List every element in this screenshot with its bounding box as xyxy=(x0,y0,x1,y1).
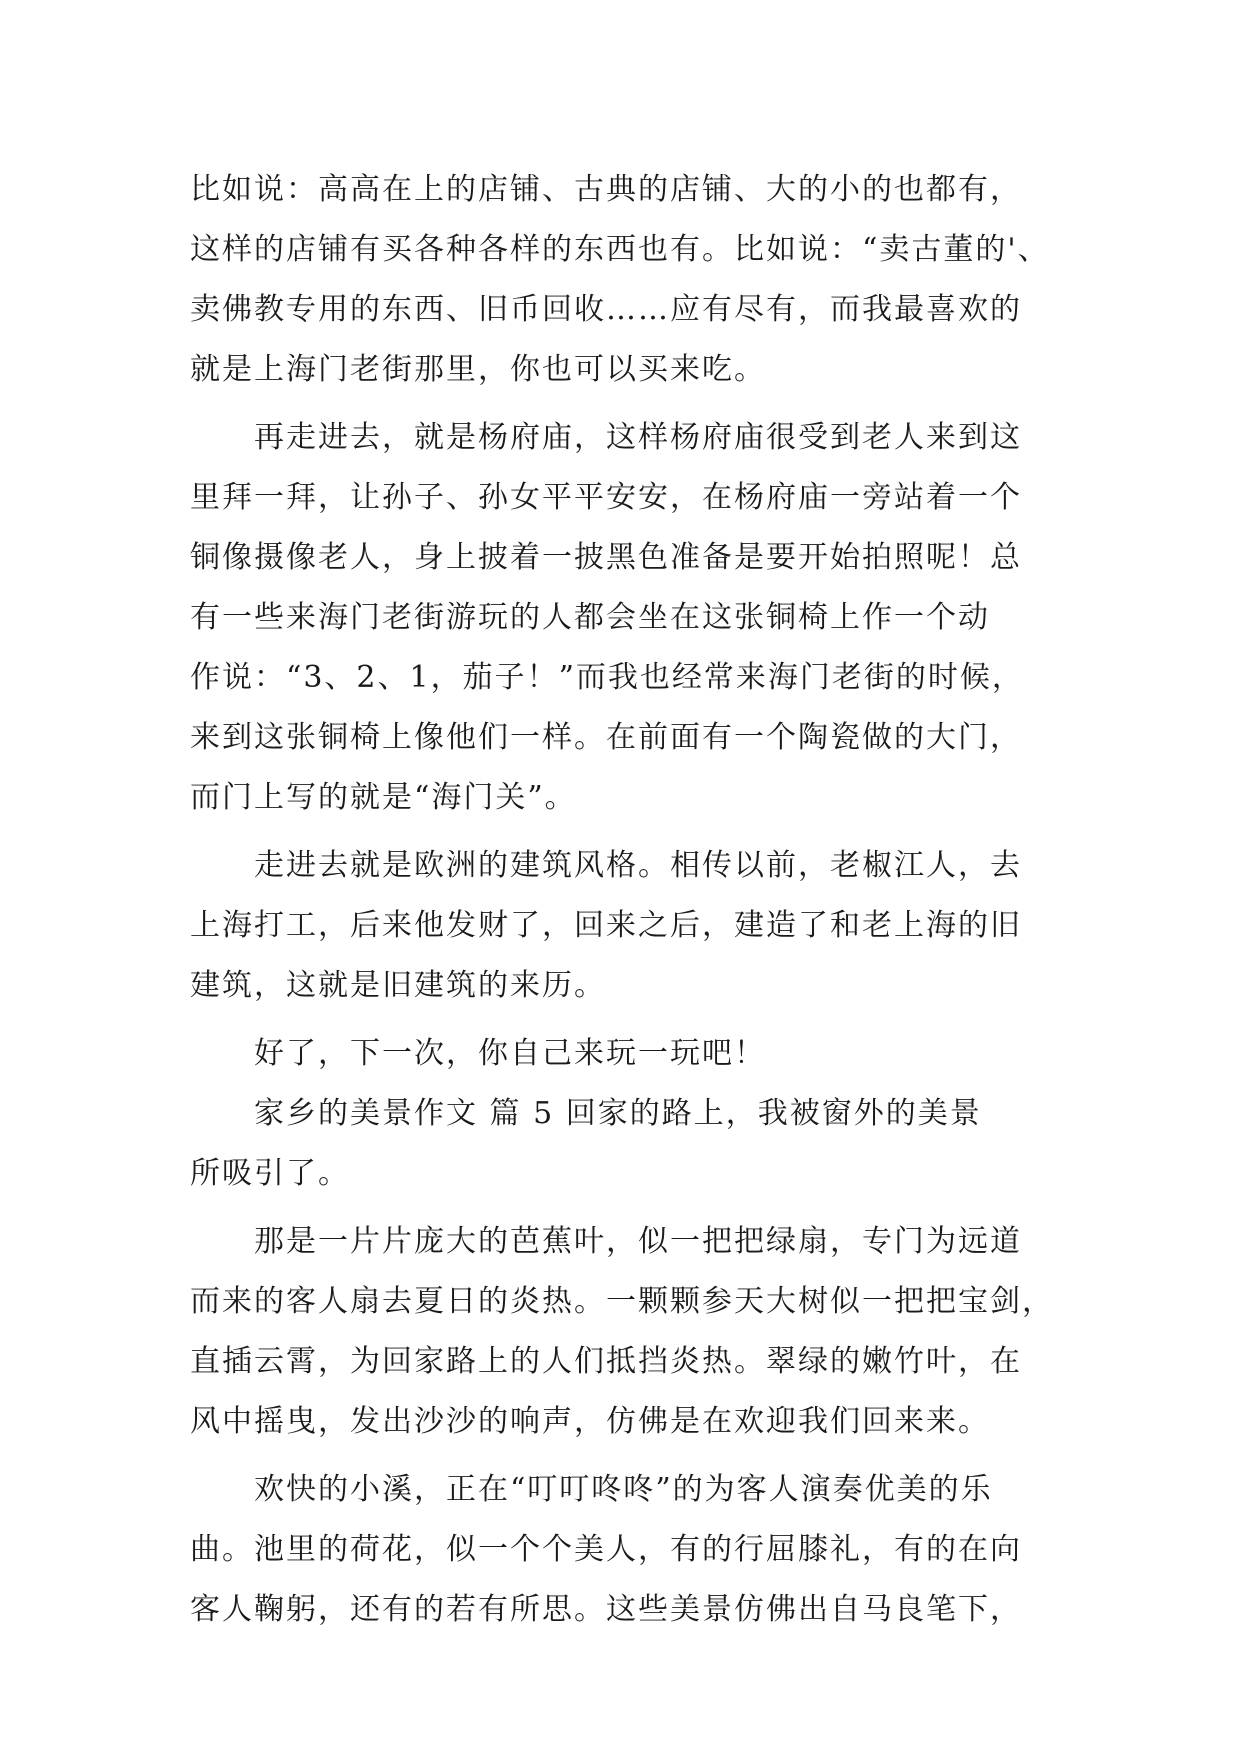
text-line: 卖佛教专用的东西、旧币回收……应有尽有，而我最喜欢的 xyxy=(190,292,1022,327)
text-line: 好了，下一次，你自己来玩一玩吧！ xyxy=(254,1036,766,1071)
text-line: 客人鞠躬，还有的若有所思。这些美景仿佛出自马良笔下， xyxy=(190,1592,1022,1627)
text-line: 而门上写的就是“海门关”。 xyxy=(190,780,577,815)
text-line: 有一些来海门老街游玩的人都会坐在这张铜椅上作一个动 xyxy=(190,600,990,635)
text-line: 所吸引了。 xyxy=(190,1156,350,1191)
text-line: 而来的客人扇去夏日的炎热。一颗颗参天大树似一把把宝剑， xyxy=(190,1284,1054,1319)
text-line: 风中摇曳，发出沙沙的响声，仿佛是在欢迎我们回来来。 xyxy=(190,1404,990,1439)
text-line: 建筑，这就是旧建筑的来历。 xyxy=(190,968,606,1003)
text-line: 作说：“3、2、1，茄子！”而我也经常来海门老街的时候， xyxy=(190,660,1024,695)
text-line: 铜像摄像老人，身上披着一披黑色准备是要开始拍照呢！总 xyxy=(190,540,1022,575)
text-line: 就是上海门老街那里，你也可以买来吃。 xyxy=(190,352,766,387)
text-line: 来到这张铜椅上像他们一样。在前面有一个陶瓷做的大门， xyxy=(190,720,1022,755)
text-line: 里拜一拜，让孙子、孙女平平安安，在杨府庙一旁站着一个 xyxy=(190,480,1022,515)
section-heading-line: 家乡的美景作文 篇 5 回家的路上，我被窗外的美景 xyxy=(254,1096,982,1131)
text-line: 这样的店铺有买各种各样的东西也有。比如说：“卖古董的'、 xyxy=(190,232,1050,267)
text-line: 直插云霄，为回家路上的人们抵挡炎热。翠绿的嫩竹叶，在 xyxy=(190,1344,1022,1379)
text-line: 走进去就是欧洲的建筑风格。相传以前，老椒江人，去 xyxy=(254,848,1022,883)
text-line: 欢快的小溪，正在“叮叮咚咚”的为客人演奏优美的乐 xyxy=(254,1472,993,1507)
text-line: 上海打工，后来他发财了，回来之后，建造了和老上海的旧 xyxy=(190,908,1022,943)
text-line: 曲。池里的荷花，似一个个美人，有的行屈膝礼，有的在向 xyxy=(190,1532,1022,1567)
text-line: 再走进去，就是杨府庙，这样杨府庙很受到老人来到这 xyxy=(254,420,1022,455)
text-line: 比如说：高高在上的店铺、古典的店铺、大的小的也都有， xyxy=(190,172,1022,207)
text-line: 那是一片片庞大的芭蕉叶，似一把把绿扇，专门为远道 xyxy=(254,1224,1022,1259)
